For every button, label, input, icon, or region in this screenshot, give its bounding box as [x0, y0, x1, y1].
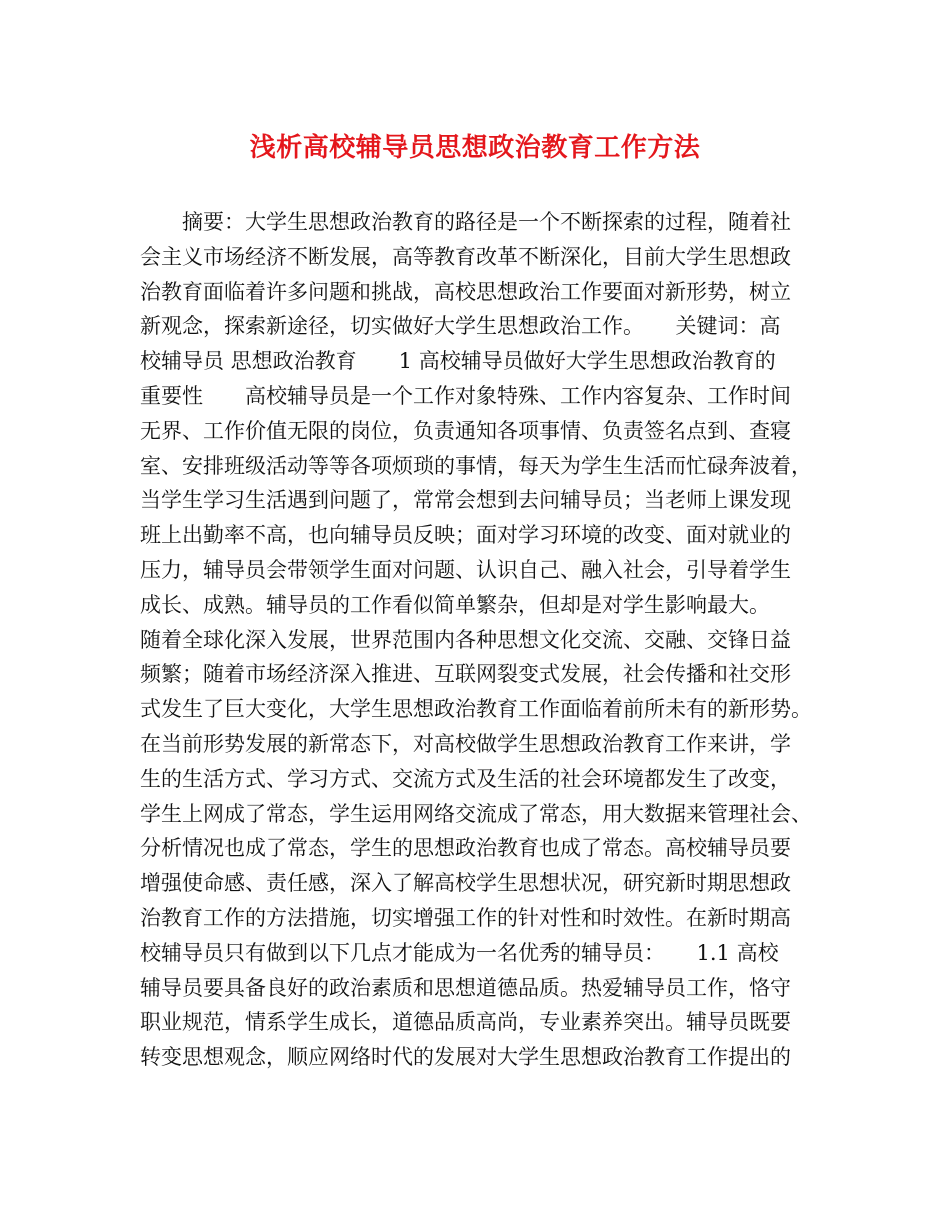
body-line: 在当前形势发展的新常态下，对高校做学生思想政治教育工作来讲，学 — [140, 731, 791, 756]
document-title: 浅析高校辅导员思想政治教育工作方法 — [249, 133, 701, 163]
body-line: 班上出勤率不高，也向辅导员反映；面对学习环境的改变、面对就业的 — [140, 523, 791, 548]
body-line: 分析情况也成了常态，学生的思想政治教育也成了常态。高校辅导员要 — [140, 836, 791, 861]
body-line: 无界、工作价值无限的岗位，负责通知各项事情、负责签名点到、查寝 — [140, 418, 791, 443]
body-line: 辅导员要具备良好的政治素质和思想道德品质。热爱辅导员工作，恪守 — [140, 975, 791, 1000]
body-line: 职业规范，情系学生成长，道德品质高尚，专业素养突出。辅导员既要 — [140, 1010, 791, 1035]
body-line: 转变思想观念，顺应网络时代的发展对大学生思想政治教育工作提出的 — [140, 1045, 791, 1070]
body-line: 治教育面临着许多问题和挑战，高校思想政治工作要面对新形势，树立 — [140, 279, 791, 304]
body-line: 压力，辅导员会带领学生面对问题、认识自己、融入社会，引导着学生 — [140, 557, 791, 582]
body-line: 摘要：大学生思想政治教育的路径是一个不断探索的过程，随着社 — [140, 210, 791, 234]
body-line: 生的生活方式、学习方式、交流方式及生活的社会环境都发生了改变， — [140, 766, 791, 791]
document-body — [140, 205, 820, 1075]
body-line: 校辅导员 思想政治教育 1 高校辅导员做好大学生思想政治教育的 — [140, 349, 776, 374]
body-line: 当学生学习生活遇到问题了，常常会想到去问辅导员；当老师上课发现 — [140, 488, 791, 513]
body-line: 增强使命感、责任感，深入了解高校学生思想状况，研究新时期思想政 — [140, 871, 791, 896]
body-line: 会主义市场经济不断发展，高等教育改革不断深化，目前大学生思想政 — [140, 244, 791, 269]
body-line: 式发生了巨大变化，大学生思想政治教育工作面临着前所未有的新形势。 — [140, 697, 812, 722]
body-line: 频繁；随着市场经济深入推进、互联网裂变式发展，社会传播和社交形 — [140, 662, 791, 687]
body-line: 校辅导员只有做到以下几点才能成为一名优秀的辅导员： 1.1 高校 — [140, 940, 779, 965]
body-line: 新观念，探索新途径，切实做好大学生思想政治工作。 关键词：高 — [140, 314, 781, 339]
body-line: 重要性 高校辅导员是一个工作对象特殊、工作内容复杂、工作时间 — [140, 383, 791, 408]
body-line: 治教育工作的方法措施，切实增强工作的针对性和时效性。在新时期高 — [140, 905, 791, 930]
body-line: 学生上网成了常态，学生运用网络交流成了常态，用大数据来管理社会、 — [140, 801, 812, 826]
body-line: 成长、成熟。辅导员的工作看似简单繁杂，但却是对学生影响最大。 — [140, 592, 770, 617]
body-line: 随着全球化深入发展，世界范围内各种思想文化交流、交融、交锋日益 — [140, 627, 791, 652]
body-line: 室、安排班级活动等等各项烦琐的事情，每天为学生生活而忙碌奔波着， — [140, 453, 812, 478]
